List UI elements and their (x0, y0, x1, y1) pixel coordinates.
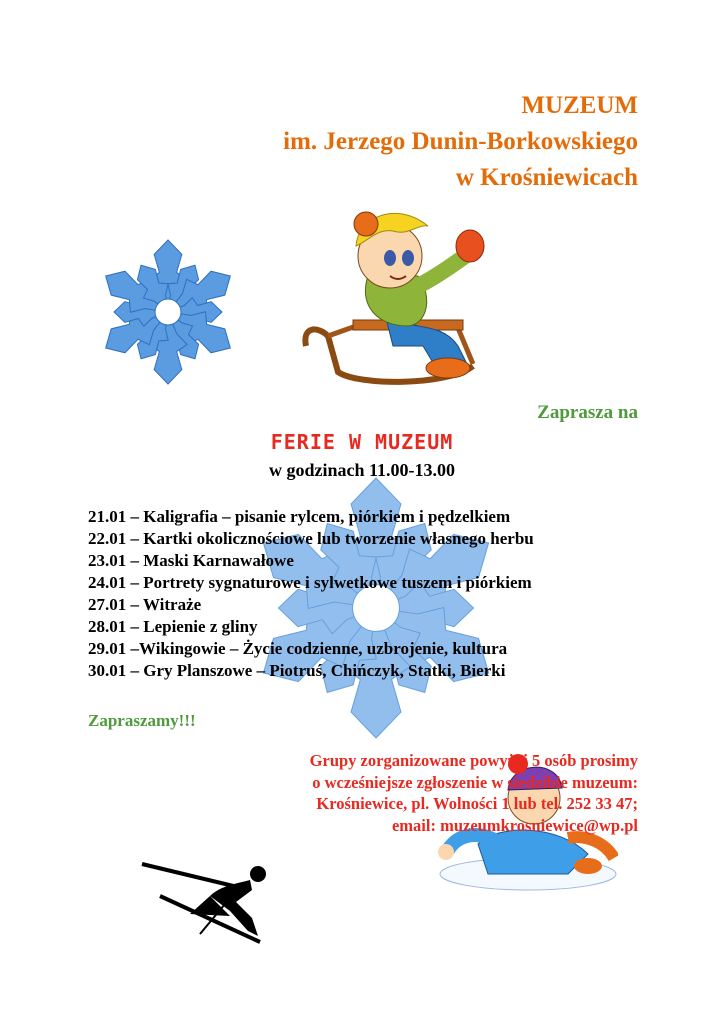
schedule-list (88, 506, 648, 682)
header-line-3: w Krośniewicach (455, 164, 638, 191)
invite-text: Zaprasza na (537, 402, 638, 423)
museum-header (283, 88, 638, 196)
schedule-item: 24.01 – Portrety sygnaturowe i sylwetkowe tuszem i piórkiem (88, 573, 532, 592)
schedule-item: 29.01 –Wikingowie – Życie codzienne, uzbrojenie, kultura (88, 639, 508, 658)
contact-email: email: muzeumkrosniewice@wp.pl (391, 815, 638, 835)
closing-text: Zapraszamy!!! (88, 711, 196, 730)
event-title: FERIE W MUZEUM (270, 430, 454, 454)
schedule-item: 21.01 – Kaligrafia – pisanie rylcem, piórkiem i pędzelkiem (88, 507, 511, 526)
group-info-line: Krośniewice, pl. Wolności 1 lub tel. 252 33 47; (316, 794, 638, 813)
header-line-2: im. Jerzego Dunin-Borkowskiego (283, 128, 638, 155)
group-info-line: Grupy zorganizowane powyżej 5 osób prosimy (309, 751, 638, 770)
event-hours: w godzinach 11.00-13.00 (268, 460, 455, 480)
group-info-line: o wcześniejsze zgłoszenie w siedzibie muzeum: (312, 772, 638, 792)
header-line-1: MUZEUM (521, 92, 638, 119)
skier-icon (140, 856, 270, 946)
schedule-item: 30.01 – Gry Planszowe – Piotruś, Chińczyk, Statki, Bierki (88, 661, 506, 680)
schedule-item: 27.01 – Witraże (88, 595, 202, 614)
snowflake-icon (86, 236, 250, 388)
group-booking-info (310, 750, 638, 836)
schedule-item: 23.01 – Maski Karnawałowe (88, 551, 294, 570)
schedule-item: 22.01 – Kartki okolicznościowe lub tworzenie własnego herbu (88, 529, 534, 548)
schedule-item: 28.01 – Lepienie z gliny (88, 617, 258, 636)
child-on-sled-icon (298, 196, 498, 396)
